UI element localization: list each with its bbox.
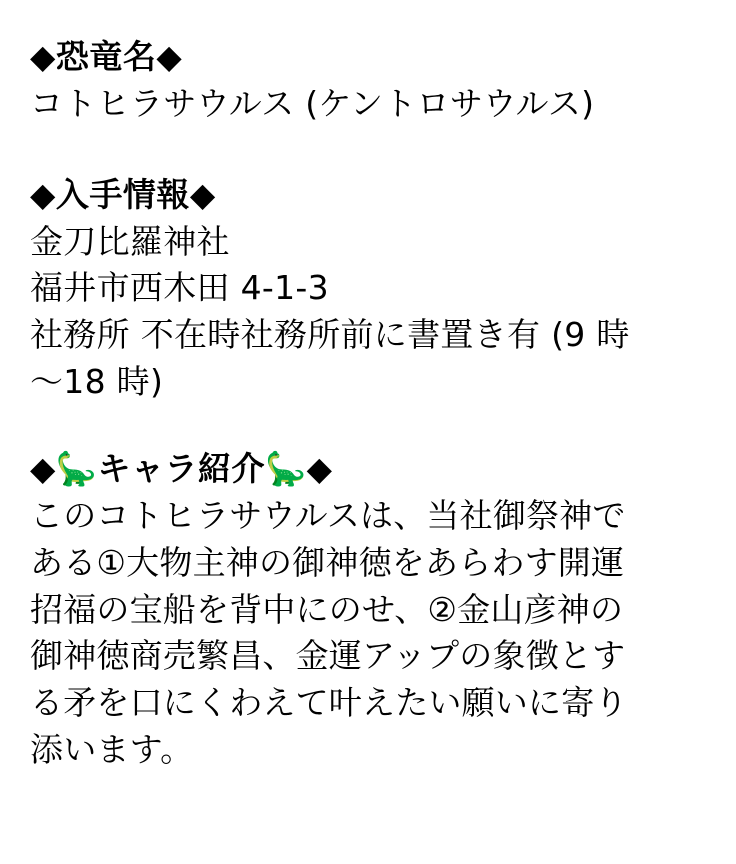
section-character-intro [30, 446, 708, 774]
office-hours-line-2: 〜18 時) [30, 362, 164, 402]
spacer-2 [30, 406, 708, 446]
character-intro-line-4: 御神徳商売繁昌、金運アップの象徴とす [30, 636, 626, 676]
heading-diamond-right: ◆ [306, 449, 333, 489]
character-intro-line-6: 添います。 [30, 730, 194, 770]
section-dinosaur-name [30, 34, 708, 128]
shrine-address: 福井市西木田 4-1-3 [30, 268, 329, 308]
section-acquisition-info [30, 172, 708, 406]
section-heading-character-intro [30, 446, 708, 493]
office-hours-line-1: 社務所 不在時社務所前に書置き有 (9 時 [30, 315, 630, 355]
heading-diamond-left: ◆ [30, 449, 56, 489]
character-intro-line-5: る矛を口にくわえて叶えたい願いに寄り [30, 683, 628, 723]
dinosaur-icon-right: 🦕 [264, 449, 307, 489]
section-heading-acquisition-info: ◆入手情報◆ [30, 174, 216, 214]
character-intro-line-1: このコトヒラサウルスは、当社御祭神で [30, 495, 626, 535]
character-intro-line-3: 招福の宝船を背中にのせ、②金山彦神の [30, 589, 624, 629]
shrine-name: 金刀比羅神社 [30, 221, 230, 261]
dinosaur-name-value: コトヒラサウルス (ケントロサウルス) [30, 83, 595, 123]
heading-character-intro-label: キャラ紹介 [97, 449, 265, 489]
dinosaur-icon-left: 🦕 [55, 449, 98, 489]
character-intro-line-2: ある①大物主神の御神徳をあらわす開運 [30, 542, 625, 582]
spacer-1 [30, 128, 708, 172]
section-heading-dinosaur-name: ◆恐竜名◆ [30, 37, 183, 76]
